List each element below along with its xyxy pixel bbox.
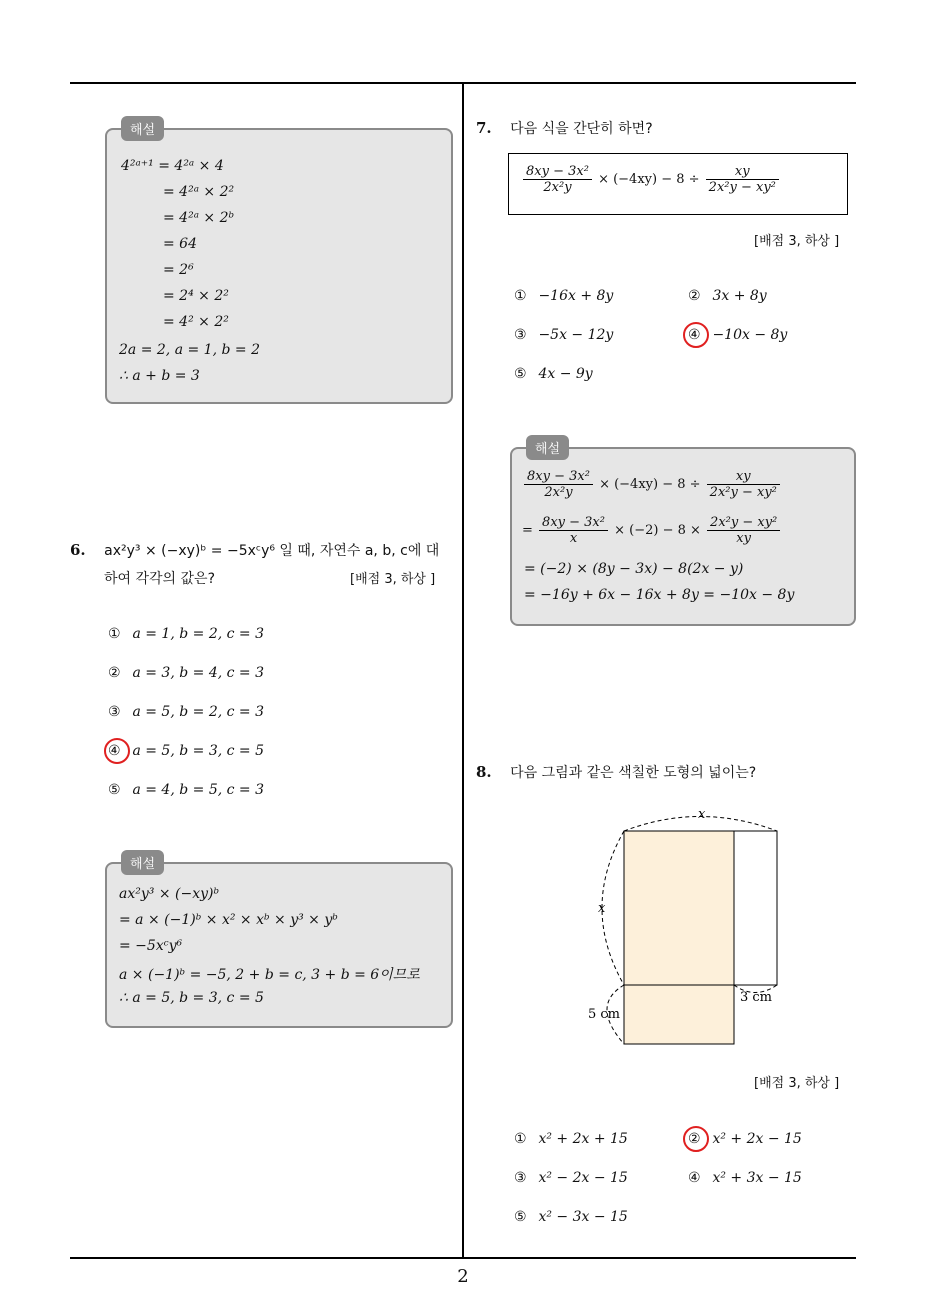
question-8 [476,762,756,782]
choice-5[interactable]: ⑤ x² − 3x − 15 [514,1209,628,1225]
solution-line: = 2⁶ [163,262,194,278]
choice-2[interactable]: ② 3x + 8y [688,288,767,304]
label-5cm: 5 cm [588,1007,621,1022]
solution-line: = (−2) × (8y − 3x) − 8(2x − y) [524,561,744,577]
fraction: $\frac{xy}{\text{2x²y − xy²}}$ [706,164,779,195]
choice-2[interactable]: ② x² + 2x − 15 [688,1131,802,1147]
question-text: 다음 식을 간단히 하면? [510,121,653,137]
score-meta: [배점 3, 하상 ] [350,572,436,587]
solution-line: ax²y³ × (−xy)ᵇ [119,886,220,902]
label-top-x: x [698,807,706,822]
answer-mark-circle [683,322,709,348]
solution-line: = $\frac{\text{8xy − 3x²}}{x}$ × (−2) − 8 × $\frac{\text{2x²y − xy²}}{xy}$ [522,515,782,546]
answer-mark-circle [683,1126,709,1152]
solution-line: = 4²ᵃ × 2² [163,184,235,200]
solution-box-6 [105,857,453,1028]
choice-1[interactable]: ① −16x + 8y [514,288,614,304]
solution-line: = 4²ᵃ × 2ᵇ [163,210,235,226]
solution-line: = 2⁴ × 2² [163,288,229,304]
choice-2[interactable]: ② a = 3, b = 4, c = 3 [108,665,265,681]
solution-tag: 해설 [526,435,569,460]
area-figure [580,800,800,1060]
column-divider [462,82,464,1258]
label-3cm: 3 cm [740,990,773,1005]
fraction: $\frac{\text{8xy − 3x²}}{\text{2x²y}}$ [523,164,592,195]
answer-mark-circle [104,738,130,764]
question-7 [476,118,653,138]
solution-line: 4²ᵃ⁺¹ = 4²ᵃ × 4 [121,158,224,174]
choice-4[interactable]: ④ a = 5, b = 3, c = 5 [108,743,265,759]
choice-1[interactable]: ① a = 1, b = 2, c = 3 [108,626,265,642]
question-text-line2: 하여 각각의 값은? [104,571,215,587]
choice-1[interactable]: ① x² + 2x + 15 [514,1131,628,1147]
solution-line: 2a = 2, a = 1, b = 2 [119,342,260,358]
question-number: 6. [70,541,86,559]
question-6 [70,540,439,560]
score-meta: [배점 3, 하상 ] [754,234,840,249]
choice-5[interactable]: ⑤ a = 4, b = 5, c = 3 [108,782,265,798]
score-meta: [배점 3, 하상 ] [754,1076,840,1091]
solution-line: a × (−1)ᵇ = −5, 2 + b = c, 3 + b = 6이므로 [119,967,420,983]
solution-box-1 [105,123,453,404]
solution-line: = 4² × 2² [163,314,229,330]
choice-3[interactable]: ③ a = 5, b = 2, c = 3 [108,704,265,720]
solution-line: = 64 [163,236,197,252]
choice-5[interactable]: ⑤ 4x − 9y [514,366,593,382]
choice-3[interactable]: ③ x² − 2x − 15 [514,1170,628,1186]
shaded-region [624,831,734,1044]
label-left-x: x [598,901,606,916]
solution-line: = −5xᶜy⁶ [119,938,183,954]
solution-line: = a × (−1)ᵇ × x² × xᵇ × y³ × yᵇ [119,912,338,928]
choice-3[interactable]: ③ −5x − 12y [514,327,614,343]
choice-4[interactable]: ④ −10x − 8y [688,327,788,343]
solution-line: = −16y + 6x − 16x + 8y = −10x − 8y [524,587,795,603]
question-text: 다음 그림과 같은 색칠한 도형의 넓이는? [510,765,757,781]
question-number: 8. [476,763,492,781]
choice-4[interactable]: ④ x² + 3x − 15 [688,1170,802,1186]
solution-line: ∴ a = 5, b = 3, c = 5 [119,990,264,1006]
question-number: 7. [476,119,492,137]
solution-tag: 해설 [121,850,164,875]
page-number: 2 [457,1266,469,1287]
solution-line: $\frac{\text{8xy − 3x²}}{\text{2x²y}}$ × (−4xy) − 8 ÷ $\frac{xy}{\text{2x²y − xy²}}$ [522,469,782,500]
solution-tag: 해설 [121,116,164,141]
expression-box [508,153,848,215]
solution-box-7 [510,442,856,626]
solution-line: ∴ a + b = 3 [119,368,200,384]
question-text-line1: ax²y³ × (−xy)ᵇ = −5xᶜy⁶ 일 때, 자연수 a, b, c에 대 [104,543,440,559]
expression-middle: × (−4xy) − 8 ÷ [598,172,700,187]
